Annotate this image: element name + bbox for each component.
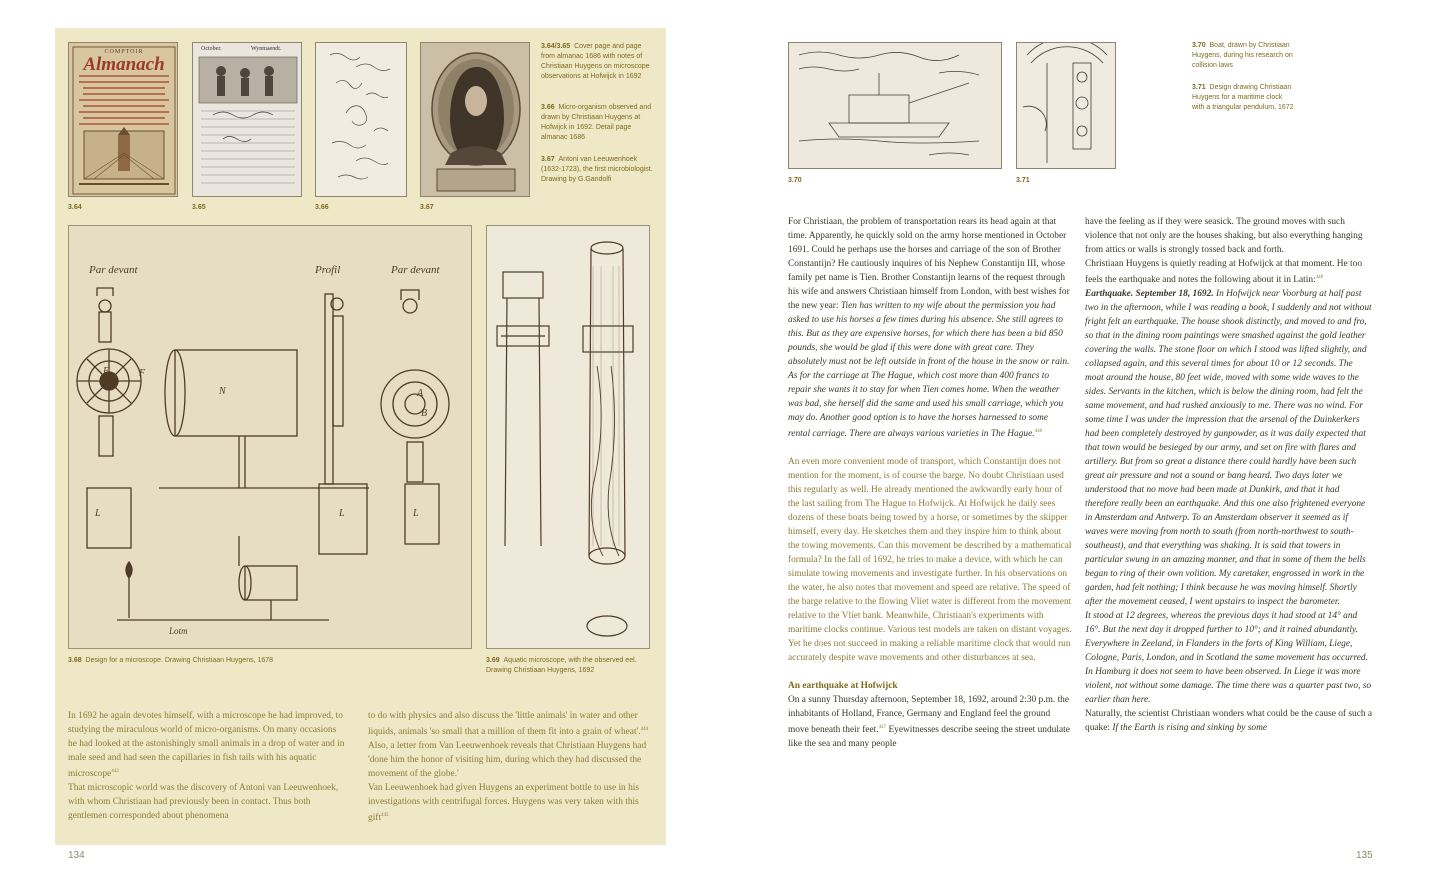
- caption-text: Boat, drawn by Christiaan Huygens, during his research on collision laws: [1192, 42, 1293, 69]
- almanac-title-small: COMPTOIR: [104, 49, 144, 55]
- section-heading: An earthquake at Hofwijck: [788, 681, 898, 692]
- almanac-page-heading-left: October.: [201, 46, 222, 52]
- right-body-column-1: [788, 215, 1072, 751]
- almanac-title: Almanach: [83, 54, 165, 75]
- paragraph: For Christiaan, the problem of transportation rears its head again at that time. Apparently, he quickly sold on the army horse mentioned in October 1691. Could he perhaps use the horses and carriage of the son of Brother Constantijn? He cautiously inquires of his Nephew Constantijn III, whose family pet name is Tien. Brother Constantijn learns of the request through his wife and answers Christiaan himself from London, with best wishes for the new year:: [788, 217, 1070, 311]
- figure-3-69-aquatic-microscope: [486, 225, 650, 649]
- paragraph: Eyewitnesses describe seeing the street undulate like the sea and many people: [788, 725, 1070, 750]
- page-number-left: 134: [68, 850, 85, 861]
- quote: Tien has written to my wife about the permission you had asked to use his horses a few times during his absence. She still agrees to this. But as they are expensive horses, for which there has been a bid 850 pounds, she would be glad if this were done with great care. They absolutely must not be left outside in front of the house in the snow or rain. As for the carriage at The Hague, which cost more than 400 francs to repair she wants it to stay for when Tien comes home. When the weather was bad, she herself did the same and used his small carriage, which you may do. Another good option is to have the horses harnessed to some rental carriage. There are always various varieties in The Hague.: [788, 301, 1070, 440]
- sketch-label-profile: Profil: [315, 264, 341, 276]
- footnote-ref: 444: [640, 727, 649, 732]
- left-body-column-1: [68, 709, 346, 823]
- caption-3-68: [68, 656, 468, 666]
- sketch-label-bottom: Lotm: [169, 626, 188, 636]
- svg-text:A: A: [417, 388, 424, 399]
- figure-number-3-64: 3.64: [68, 204, 82, 211]
- paragraph: have the feeling as if they were seasick. The ground moves with such violence that not only are the houses shaking, but also everything hanging from attics or walls is strongly tossed back and forth.: [1085, 217, 1363, 255]
- caption-3-64-3-65: [541, 42, 656, 82]
- paragraph: That microscopic world was the discovery of Antoni van Leeuwenhoek, with whom Christiaan had previously been in contact. Thus both gentlemen corresponded about phenomena: [68, 783, 339, 822]
- caption-text: Micro-organism observed and drawn by Christiaan Huygens at Hofwijck in 1692. Detail page almanac 1686: [541, 104, 652, 141]
- caption-text: Aquatic microscope, with the observed eel. Drawing Christiaan Huygens, 1692: [486, 657, 637, 674]
- paragraph: On a sunny Thursday afternoon, September 18, 1692, around 2:30 p.m. the inhabitants of Holland, France, Germany and England feel the ground move beneath their feet.: [788, 695, 1070, 736]
- footnote-ref: 446: [1034, 429, 1043, 434]
- quote-heading: Earthquake. September 18, 1692.: [1085, 289, 1214, 300]
- caption-3-70: [1192, 41, 1302, 71]
- figure-number-3-67: 3.67: [420, 204, 434, 211]
- paragraph: Also, a letter from Van Leeuwenhoek reveals that Christiaan Huygens had 'done him the honor of visiting him, during which they had discussed the movement of the globe.': [368, 741, 647, 780]
- right-page: [720, 0, 1440, 876]
- paragraph: Naturally, the scientist Christiaan wonders what could be the cause of such a quake:: [1085, 709, 1373, 734]
- figure-3-67-leeuwenhoek-portrait: [420, 42, 530, 197]
- quote: If the Earth is rising and sinking by some: [1112, 723, 1268, 734]
- svg-text:L: L: [339, 508, 345, 519]
- paragraph: Christiaan Huygens is quietly reading at Hofwijck at that moment. He too feels the earthquake and notes the following about it in Latin:: [1085, 259, 1363, 286]
- figure-number-3-71: 3.71: [1016, 177, 1030, 184]
- caption-number: 3.68: [68, 657, 82, 664]
- svg-text:E: E: [103, 366, 110, 377]
- figure-3-71-maritime-clock-design: [1016, 42, 1116, 169]
- caption-3-69: [486, 656, 646, 676]
- svg-text:L: L: [413, 508, 419, 519]
- paragraph: to do with physics and also discuss the 'little animals' in water and other liquids, animals 'so small that a million of them fit into a grain of wheat'.: [368, 711, 641, 738]
- figure-3-66-micro-organism-note: [315, 42, 407, 197]
- caption-text: Design for a microscope. Drawing Christiaan Huygens, 1678: [85, 657, 274, 664]
- caption-number: 3.71: [1192, 84, 1206, 91]
- figure-3-64-almanac-cover: [68, 42, 178, 197]
- figure-number-3-65: 3.65: [192, 204, 206, 211]
- caption-number: 3.64/3.65: [541, 43, 571, 50]
- footnote-ref: 447: [878, 725, 887, 731]
- caption-text: Design drawing Christiaan Huygens for a maritime clock with a triangular pendulum, 1672: [1192, 84, 1294, 111]
- caption-number: 3.67: [541, 156, 555, 163]
- figure-3-68-microscope-design: [68, 225, 472, 649]
- footnote-ref: 445: [381, 813, 389, 819]
- sketch-label-front-left: Par devant: [89, 264, 138, 276]
- right-body-column-2: [1085, 215, 1373, 735]
- figure-number-3-66: 3.66: [315, 204, 329, 211]
- footnote-ref: 443: [111, 769, 119, 774]
- caption-number: 3.70: [1192, 42, 1206, 49]
- sketch-label-front-right: Par devant: [391, 264, 440, 276]
- svg-text:N: N: [219, 386, 226, 397]
- caption-3-71: [1192, 83, 1296, 113]
- figure-3-65-almanac-page: [192, 42, 302, 197]
- paragraph: Van Leeuwenhoek had given Huygens an experiment bottle to use in his investigations with centrifugal forces. Huygens was very taken with this gift: [368, 783, 640, 824]
- paragraph: In 1692 he again devotes himself, with a microscope he had improved, to studying the miraculous world of micro-organisms. On many occasions he had looked at the astonishingly small animals in a drop of water and in male seed and had seen the capillaries in fish tails with his aquatic microscope: [68, 711, 345, 780]
- footnote-ref: 448: [1315, 275, 1324, 280]
- caption-text: Cover page and page from almanac 1686 with notes of Christiaan Huygens on microscope observations at Hofwijck in 1692: [541, 43, 650, 80]
- figure-number-3-70: 3.70: [788, 177, 802, 184]
- quote: It stood at 12 degrees, whereas the previous days it had stood at 14° and 16°. But the next day it dropped further to 10°; and it rained abundantly. Everywhere in Zeeland, in Flanders in the forts of King William, Liege, Cologne, Paris, London, and in Scotland the same movement has occurred. In Hamburg it does not seem to have been observed. In Liege it was more violent, not without some damage. The time there was a quarter past two, so earlier than here.: [1085, 611, 1372, 706]
- caption-number: 3.66: [541, 104, 555, 111]
- almanac-page-heading-right: Wynmaendt.: [251, 46, 282, 52]
- caption-number: 3.69: [486, 657, 500, 664]
- svg-text:F: F: [139, 368, 146, 379]
- left-body-column-2: [368, 709, 650, 825]
- page-number-right: 135: [1356, 850, 1373, 861]
- paragraph: An even more convenient mode of transport, which Constantijn does not mention for the moment, is of course the barge. No doubt Christiaan used this regularly as well. He already mentioned the awkwardly early hour of the last sailing from The Hague to Hofwijck. At Hofwijck he daily sees dozens of these boats being towed by a horse, or sometimes by the skipper himself, every day. He sketches them and they inspire him to think about the towing movements. Can this movement be described by a mathematical formula? In the fall of 1692, he tries to make a device, with which he can simulate towing movements and investigate further. In his observations on the water, he also notes that movement and speed are relative. The speed of the barge relative to the flowing Vliet water is different from the movement relative to the Vliet bank. Meanwhile, Christiaan's experiments with maritime clocks continue. Various test models are taken on distant voyages. Yet he does not succeed in making a reliable maritime clock that would run accurately despite wave movements and other disturbances at sea.: [788, 457, 1072, 664]
- caption-3-66: [541, 103, 656, 143]
- svg-text:L: L: [95, 508, 101, 519]
- svg-text:B: B: [421, 408, 428, 419]
- caption-text: Antoni van Leeuwenhoek (1632-1723), the first microbiologist. Drawing by G.Gandolfi: [541, 156, 653, 183]
- caption-3-67: [541, 155, 656, 185]
- figure-3-70-boat-drawing: [788, 42, 1002, 169]
- quote: In Hofwijck near Voorburg at half past two in the afternoon, while I was reading a book, I suddenly and not without fright felt an earthquake. The house shook distinctly, and moved to and fro, so that in the dining room paintings were smashed against the gold leather covering the walls. The stone floor on which I stood was lifted slightly, and collapsed again, and this several times for about 10 or 12 seconds. The moat around the house, 80 feet wide, moved with some wide waves to the sides. Servants in the kitchen, which is below the dining room, had felt the same movement, and had rushed anxiously to me. There was no wind. For some time I was under the impression that the arsenal of the Duinkerkers had been completely destroyed by gunpowder, as it was daily expected that that town would be besieged by our army, and set on fire with flares and artillery. But from so great a distance there could hardly have been such great air pressure and not a sound or bang heard. Two days later we understood that no move had been made at Dunkirk, and that it had therefore really been an earthquake. And this one also frightened everyone in Amsterdam and Antwerp. To an Amsterdam observer it seemed as if waves were moving from north to south (from north-northwest to south-southeast), and that everything was shaking. It is said that towers in particular swung in an amazing manner, and that in some of them the bells began to ring of their own volition. My caretaker, engrossed in work in the garden, had felt nothing; I think because he was moving himself. Shortly after the movement ceased, I went upstairs to inspect the barometer.: [1085, 289, 1372, 608]
